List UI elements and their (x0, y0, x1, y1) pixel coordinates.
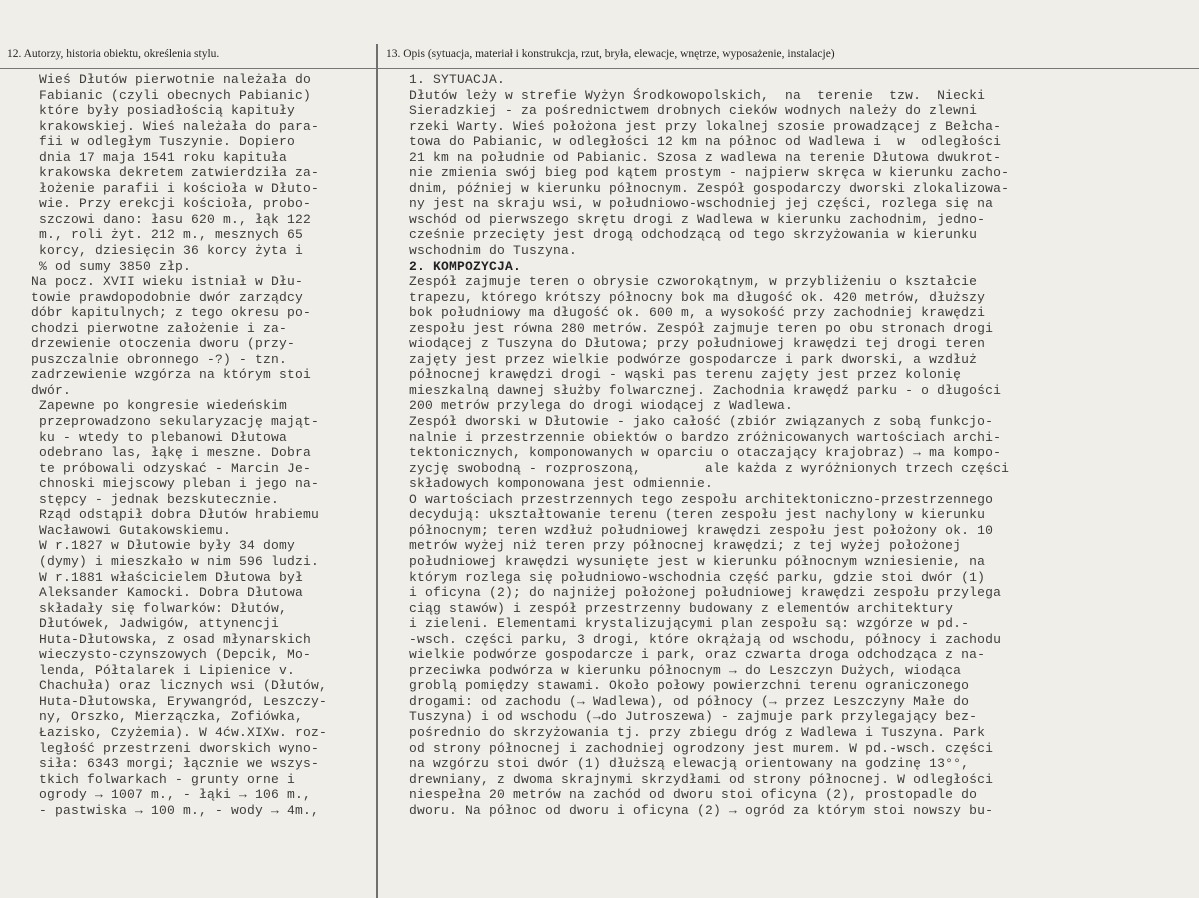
description-text-line: O wartościach przestrzennych tego zespołu architektoniczno-przestrzennego (409, 491, 994, 507)
history-text-line: W r.1881 właścicielem Dłutowa był (31, 569, 304, 585)
history-text-line: Zapewne po kongresie wiedeńskim (31, 398, 288, 414)
description-text-column (409, 72, 1189, 818)
description-text-line: Dłutów leży w strefie Wyżyn Środkowopolskich, na terenie tzw. Niecki (409, 87, 986, 103)
history-text-line: wie. Przy erekcji kościoła, probo- (31, 196, 312, 212)
history-text-line: puszczalnie obronnego -?) - tzn. (31, 351, 288, 367)
description-text-line: na wzgórzu stoi dwór (1) dłuższą elewacją orientowany na godzinę 13°°, (409, 756, 970, 772)
history-text-line: wieczysto-czynszowych (Depcik, Mo- (31, 647, 312, 663)
history-text-line: tkich folwarkach - grunty orne i (31, 771, 296, 787)
description-text-line: 2. KOMPOZYCJA. (409, 258, 522, 274)
description-text-line: metrów wyżej niż teren przy północnej krawędzi; z tej wyżej położonej (409, 538, 962, 554)
history-text-line: stępcy - jednak bezskutecznie. (31, 491, 280, 507)
history-text-line: - pastwiska → 100 m., - wody → 4m., (31, 802, 320, 818)
description-text-line: Sieradzkiej - za pośrednictwem drobnych cieków wodnych należy do zlewni (409, 103, 978, 119)
description-text-line: ny jest na skraju wsi, w południowo-wschodniej jej części, rozlega się na (409, 196, 994, 212)
description-text-line: składowych komponowana jest odmiennie. (409, 476, 714, 492)
description-text-line: niespełna 20 metrów na zachód od dworu stoi oficyna (2), prostopadle do (409, 787, 978, 803)
history-text-line: łożenie parafii i kościoła w Dłuto- (31, 180, 320, 196)
description-text-line: od strony północnej i zachodniej ogrodzony jest murem. W pd.-wsch. części (409, 740, 994, 756)
history-text-line: krakowska dekretem zatwierdziła za- (31, 165, 320, 181)
history-text-line: Łazisko, Czyżemia). W 4ćw.XIXw. roz- (31, 724, 328, 740)
description-text-line: groblą pomiędzy stawami. Około połowy powierzchni terenu ograniczonego (409, 678, 970, 694)
description-text-line: mieszkalną dawnej służby folwarcznej. Zachodnia krawędź parku - o długości (409, 382, 1002, 398)
description-text-line: pośrednio do skrzyżowania tj. przy zbiegu dróg z Wadlewa i Tuszyna. Park (409, 724, 986, 740)
history-text-line: ny, Orszko, Mierzączka, Zofiówka, (31, 709, 304, 725)
history-text-line: W r.1827 w Dłutowie były 34 domy (31, 538, 296, 554)
description-text-line: cześnie przecięty jest drogą odchodzącą od tego skrzyżowania w kierunku (409, 227, 978, 243)
history-text-line: ku - wtedy to plebanowi Dłutowa (31, 429, 288, 445)
history-text-line: szczowi dano: łasu 620 m., łąk 122 (31, 211, 312, 227)
description-text-line: którym rozlega się południowo-wschodnia część parku, gdzie stoi dwór (1) (409, 569, 986, 585)
column-divider (376, 44, 378, 898)
history-text-line: ogrody → 1007 m., - łąki → 106 m., (31, 787, 312, 803)
description-text-line: przeciwka podwórza w kierunku północnym → do Leszczyn Dużych, wiodąca (409, 662, 962, 678)
history-text-line: (dymy) i mieszkało w nim 596 ludzi. (31, 553, 320, 569)
description-text-line: wielkie podwórze gospodarcze i park, oraz czwarta droga odchodząca z na- (409, 647, 986, 663)
description-text-line: zespołu jest równa 280 metrów. Zespół zajmuje teren po obu stronach drogi (409, 320, 994, 336)
history-text-line: odebrano las, łąkę i meszne. Dobra (31, 445, 312, 461)
description-text-line: -wsch. części parku, 3 drogi, które okrążają od wschodu, północy i zachodu (409, 631, 1002, 647)
description-text-line: wschód od pierwszego skrętu drogi z Wadlewa w kierunku zachodnim, jedno- (409, 211, 986, 227)
description-text-line: zycję swobodną - rozproszoną, ale każda z wyróżnionych trzech części (409, 460, 1010, 476)
history-text-line: Fabianic (czyli obecnych Pabianic) (31, 87, 312, 103)
history-text-line: dóbr kapitulnych; z tego okresu po- (31, 305, 312, 321)
history-text-line: m., roli żyt. 212 m., mesznych 65 (31, 227, 304, 243)
history-text-line: Rząd odstąpił dobra Dłutów hrabiemu (31, 507, 320, 523)
description-text-line: Zespół zajmuje teren o obrysie czworokątnym, w przybliżeniu o kształcie (409, 274, 978, 290)
history-text-line: te próbowali odzyskać - Marcin Je- (31, 460, 312, 476)
description-text-line: północnej krawędzi drogi - wąski pas terenu zajęty jest przez kolonię (409, 367, 962, 383)
description-text-line: Zespół dworski w Dłutowie - jako całość (zbiór związanych z sobą funkcjo- (409, 414, 994, 430)
history-text-line: które były posiadłością kapituły (31, 103, 296, 119)
description-text-line: tektonicznych, komponowanych w oparciu o otaczający krajobraz) → ma kompo- (409, 445, 1002, 461)
history-text-line: towie prawdopodobnie dwór zarządcy (31, 289, 304, 305)
history-text-line: Wieś Dłutów pierwotnie należała do (31, 72, 312, 87)
description-text-line: nie zmienia swój bieg pod kątem prostym - najpierw skręca w kierunku zacho- (409, 165, 1010, 181)
history-text-line: fii w odległym Tuszynie. Dopiero (31, 134, 296, 150)
history-text-line: chnoski miejscowy pleban i jego na- (31, 476, 320, 492)
history-text-line: Chachuła) oraz licznych wsi (Dłutów, (31, 678, 328, 694)
description-text-line: 200 metrów przylega do drogi wiodącej z Wadlewa. (409, 398, 794, 414)
description-text-line: 21 km na południe od Pabianic. Szosa z wadlewa na terenie Dłutowa dwukrot- (409, 149, 1002, 165)
history-text-line: ległość przestrzeni dworskich wyno- (31, 740, 320, 756)
description-text-line: dworu. Na północ od dworu i oficyna (2) → ogród za którym stoi nowszy bu- (409, 802, 994, 818)
history-text-line: lenda, Półtalarek i Lipienice v. (31, 662, 296, 678)
description-text-line: wiodącej z Tuszyna do Dłutowa; przy południowej krawędzi tej drogi teren (409, 336, 986, 352)
description-text-line: 1. SYTUACJA. (409, 72, 506, 87)
header-divider (0, 68, 1199, 69)
description-text-line: i zieleni. Elementami krystalizującymi plan zespołu są: wzgórze w pd.- (409, 616, 970, 632)
history-text-column (31, 72, 371, 818)
description-text-line: ciąg stawów) i zespół przestrzenny budowany z elementów architektury (409, 600, 954, 616)
history-text-line: zadrzewienie wzgórza na którym stoi (31, 367, 312, 383)
description-text-line: wschodnim do Tuszyna. (409, 243, 578, 259)
history-text-line: Huta-Dłutowska, Erywangród, Leszczy- (31, 693, 328, 709)
history-text-line: chodzi pierwotne założenie i za- (31, 320, 288, 336)
history-text-line: Dłutówek, Jadwigów, attynencji (31, 616, 280, 632)
field-12-label: 12. Autorzy, historia obiektu, określenia stylu. (7, 48, 220, 60)
description-text-line: decydują: ukształtowanie terenu (teren zespołu jest nachylony w kierunku (409, 507, 986, 523)
history-text-line: dnia 17 maja 1541 roku kapituła (31, 149, 288, 165)
field-13-label: 13. Opis (sytuacja, materiał i konstrukcja, rzut, bryła, elewacje, wnętrze, wyposażenie, instalacje) (386, 48, 835, 60)
description-text-line: dnim, później w kierunku północnym. Zespół gospodarczy dworski zlokalizowa- (409, 180, 1010, 196)
history-text-line: Aleksander Kamocki. Dobra Dłutowa (31, 585, 304, 601)
history-text-line: siła: 6343 morgi; łącznie we wszys- (31, 756, 320, 772)
description-text-line: bok południowy ma długość ok. 600 m, a wysokość przy zachodniej krawędzi (409, 305, 986, 321)
history-text-line: składały się folwarków: Dłutów, (31, 600, 288, 616)
description-text-line: drogami: od zachodu (→ Wadlewa), od północy (→ przez Leszczyny Małe do (409, 693, 970, 709)
description-text-line: i oficyna (2); do najniżej położonej południowej krawędzi zespołu przylega (409, 585, 1002, 601)
history-text-line: Huta-Dłutowska, z osad młynarskich (31, 631, 312, 647)
description-text-line: południowej krawędzi wysunięte jest w kierunku północnym wzniesienie, na (409, 553, 986, 569)
history-text-line: drzewienie otoczenia dworu (przy- (31, 336, 296, 352)
description-text-line: nalnie i przestrzennie obiektów o bardzo zróżnicowanych wartościach archi- (409, 429, 1002, 445)
history-text-line: % od sumy 3850 złp. (31, 258, 192, 274)
description-text-line: rzeki Warty. Wieś położona jest przy lokalnej szosie prowadzącej z Bełcha- (409, 118, 1002, 134)
description-text-line: północnym; teren wzdłuż południowej krawędzi zespołu jest położony ok. 10 (409, 522, 994, 538)
history-text-line: Wacławowi Gutakowskiemu. (31, 522, 232, 538)
description-text-line: towa do Pabianic, w odległości 12 km na północ od Wadlewa i w odległości (409, 134, 1002, 150)
history-text-line: korcy, dziesięcin 36 korcy żyta i (31, 243, 304, 259)
description-text-line: Tuszyna) i od wschodu (→do Jutroszewa) - zajmuje park przylegający bez- (409, 709, 978, 725)
description-text-line: zajęty jest przez wielkie podwórze gospodarcze i park dworski, a wzdłuż (409, 351, 978, 367)
description-text-line: trapezu, którego krótszy północny bok ma długość ok. 420 metrów, dłuższy (409, 289, 986, 305)
history-text-line: dwór. (31, 382, 72, 398)
history-text-line: krakowskiej. Wieś należała do para- (31, 118, 320, 134)
history-text-line: Na pocz. XVII wieku istniał w Dłu- (31, 274, 304, 290)
history-text-line: przeprowadzono sekularyzację mająt- (31, 414, 320, 430)
description-text-line: drewniany, z dwoma skrajnymi skrzydłami od strony północnej. W odległości (409, 771, 994, 787)
